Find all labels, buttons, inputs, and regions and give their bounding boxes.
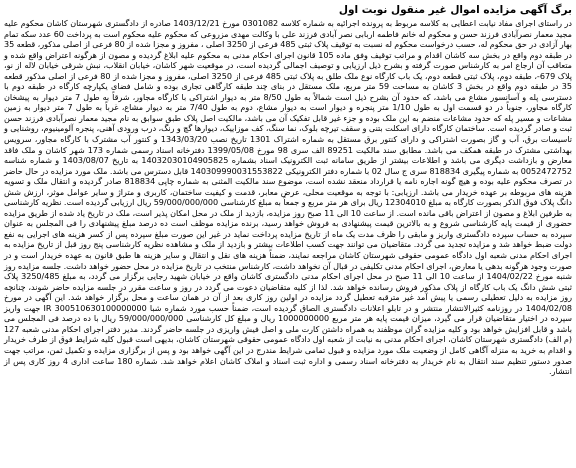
notice-body: در راستای اجرای مفاد نیابت اعطایی به کلاسه مربوط به پرونده اجرائیه به شماره کلاسه 0301082 مورخ 1403/12/21 صادره از دادگستری شهرستان کاشان محکوم علیه مجید معمار نصرآبادی فرزند حسن و محکوم له خانم فاطمه اربابی نصر آبادی فرزند علی با وکالت مهدی مزروعی که محکوم علیه محکوم است به پرداخت 60 عدد سکه تمام بهار آزادی در حق محکوم له، حسب درخواست محکوم له نسبت به توقیف پلاک ثبتی 485 فرعی از 3250 اصلی ، مفروز و مجزا شده از 80 فرعی از اصلی مذکور، قطعه 35 در طبقه دوم واقع در بخش سه کاشان اقدام و مراتب توقیف وفق ماده 105 قانون اجرای احکام مدنی به محکوم علیه ابلاغ گردیده و مصون از هرگونه اعتراض واقع شده و متعاقب آن ارجاع امر به کارشناس صورت گرفته و بشرح ذیل ارزیابی و توصیف اجمالی گردیده است، در موقعیت شهر کاشان، خیابان انقلاب، نبش شرقی خیابان لاله از نو، پلاک 679-، طبقه دوم، پلاک ثبتی قطعه دوم، یک باب کارگاه نوع ملک طلق به پلاک ثبتی 485 فرعی از 3250 اصلی، مفروز و مجزا شده از 80 فرعی از اصلی مذکور قطعه 35 در طبقه دوم واقع در بخش 3 کاشان به مساحت 59 متر مربع، ملک مستقل در بنای چند طبقه کارگاهی تجاری بوده و شامل فضای یکپارچه کارگاه در طبقه دوم با دسترسی پله و آسانسور مشاع می باشد، که حدود آن بشرح ذیل است شمالاً به طول 8/50 متر به دیوار اشتراکی با کارگاه مجاور، شرقاً به طول 7 متر دیوار به پیشخان کارگاه مجاور، جنوباً در دو قسمت اول به طول 1/10 متر پنجره و دیوار است به دیوار مشاع، دوم به طول 7/40 متر به دیوار مشاع، غرباً به طول 7 متر دیوار به زمین مشاعات و مسیر پله که حدود مشاعات منضم به این ملک بوده و جزء غیر قابل تفکیک آن می باشد، مالکیت اصل پلاک طبق سوابق به نام مجید معمار نصرآبادی فرزند حسن ثبت و صادر گردیده است. ساختمان کارگاه دارای اسکلت بتنی و سقف تیرچه بلوک، نما سنگ، کف موزاییک، دیوارها گچ و رنگ، درب ورودی آهنی، پنجره آلومینیوم، روشنایی و تاسیسات برق، آب و گاز بصورت اشتراکی و دارای کنتور برق مستقل به شماره اشتراک 1301 تاریخ نصب 1343/03/20 و کنتور آب مشترک با کارگاه مجاور، سرویس بهداشتی مشترک در طبقه همکف می باشد. مطابق سند مالکیت 89251 الف سری 98 مورخ 1399/05/08 دفترخانه اسناد رسمی شماره 173 شهر کاشان و ملک فاقد معارض و بازداشت دیگری می باشد و اطلاعات بیشتر از طریق سامانه ثبت الکترونیک اسناد بشماره 14032030104905825 به تاریخ 1403/08/07 و شماره شناسه 0052472752 به شماره پیگیری 818834 سری ج سال 02 با شماره دفتر الکترونیکی 140309990031553822 قابل دسترس می باشد. ملک مورد مزایده در حال حاضر در تصرف محکوم علیه بوده و هیچ گونه اجاره نامه یا قرارداد منعقد نشده است، موضوع سند مالکیت المثنی به شماره چاپی 818834 صادر گردیده و انتقال ملک و تسویه هزینه های مربوطه بر عهده خریدار می باشد. ارزیابی: با توجه به موقعیت محلی، عرض معابر، قدمت و کیفیت ساختمان، کاربری و متراژ و سایر عوامل موثر، ارزش شش دانگ پلاک فوق الذکر بصورت کارگاه به مبلغ 12304010 ریال برای هر متر مربع و جمعاً به مبلغ کارشناسی 59/000/000/000 ریال ارزیابی گردیده است. نظریه کارشناسی به طرفین ابلاغ و مصون از اعتراض باقی مانده است. از ساعت 10 الی 11 صبح روز مزایده، بازدید از ملک در محل امکان پذیر است، ملک در تاریخ یاد شده از طریق مزایده حضوری از قیمت پایه کارشناسی شروع و به بالاترین قیمت پیشنهادی به فروش خواهد رسید، برنده مزایده موظف است ده درصد مبلغ پیشنهادی را فی المجلس به عنوان سپرده به حساب سپرده دادگستری واریز و مابقی را ظرف مدت یک ماه از تاریخ مزایده پرداخت نماید در غیر این صورت مبلغ سپرده پس از کسر هزینه های اجرایی به نفع دولت ضبط خواهد شد و مزایده تجدید می گردد. متقاضیان می توانند جهت کسب اطلاعات بیشتر و بازدید از ملک و مشاهده نظریه کارشناسی پنج روز قبل از تاریخ مزایده به اجرای احکام مدنی شعبه اول دادگاه عمومی حقوقی شهرستان کاشان مراجعه نمایند، ضمناً هزینه های نقل و انتقال و سایر هزینه ها طبق قانون به عهده خریدار است و در صورت وجود هرگونه بدهی یا معارض، اجرای احکام مدنی تکلیفی در قبال آن نخواهد داشت، کارشناس منتخب در تاریخ مزایده در محل حضور خواهد داشت. جلسه مزایده روز شنبه مورخ 1404/02/22 از ساعت 10 الی 11 صبح در محل اجرای احکام مدنی دادگستری کاشان واقع در خیابان شهید رجایی برگزار می گردد، به مبلغ 3250/485 پلاک ثبتی شش دانگ یک باب کارگاه از پلاک مذکور فروش رسانده خواهد شد. لذا از کلیه متقاضیان دعوت می گردد در روز و ساعت مقرر در جلسه مزایده حاضر شوند، چنانچه روز مزایده به دلیل تعطیلی رسمی یا پیش آمد غیر مترقبه تعطیل گردد مزایده در اولین روز کاری بعد از آن در همان ساعت و محل برگزار خواهد شد. این آگهی در مورخ 1404/02/08 در روزنامه کثیرالانتشار منتشر و در تابلو اعلانات دادگستری الصاق گردیده است، ضمناً حسب مورد شماره شبا IR 300510630100000000 جهت واریز سپرده در اختیار متقاضیان قرار می گیرد، میزان قیمت پایه هر متر مربع 1000000000 ریال و مبلغ کل کارشناسی 59/000/000/000 ریال با ده درصد فی المجلس می باشد و قابل افزایش خواهد بود و کلیه مزایده گران موظفند به همراه داشتن کارت ملی و اصل فیش واریزی در جلسه حاضر گردند. مدیر دفتر اجرای احکام مدنی شعبه 127 (م الف) دادگستری شهرستان کاشان، اجرای احکام مدنی به نیابت از شعبه اول دادگاه عمومی حقوقی شهرستان کاشان، بدیهی است قبول کلیه شرایط فوق از طرف خریدار و اقدام به خرید به منزله آگاهی کامل از وضعیت ملک مورد مزایده و قبول تمامی شرایط مندرج در این آگهی خواهد بود و پس از برگزاری مزایده و تکمیل ثمن، مراتب جهت صدور دستور تنظیم سند انتقال به نام خریدار به دفترخانه اسناد رسمی و اداره ثبت اسناد و املاک کاشان اعلام خواهد شد. شماره 180 ساعت اداری 4 روز کاری پس از انتشار. xyxy=(4,19,573,377)
notice-title: برگ آگهی مزایده اموال غیر منقول نوبت اول xyxy=(338,4,572,16)
